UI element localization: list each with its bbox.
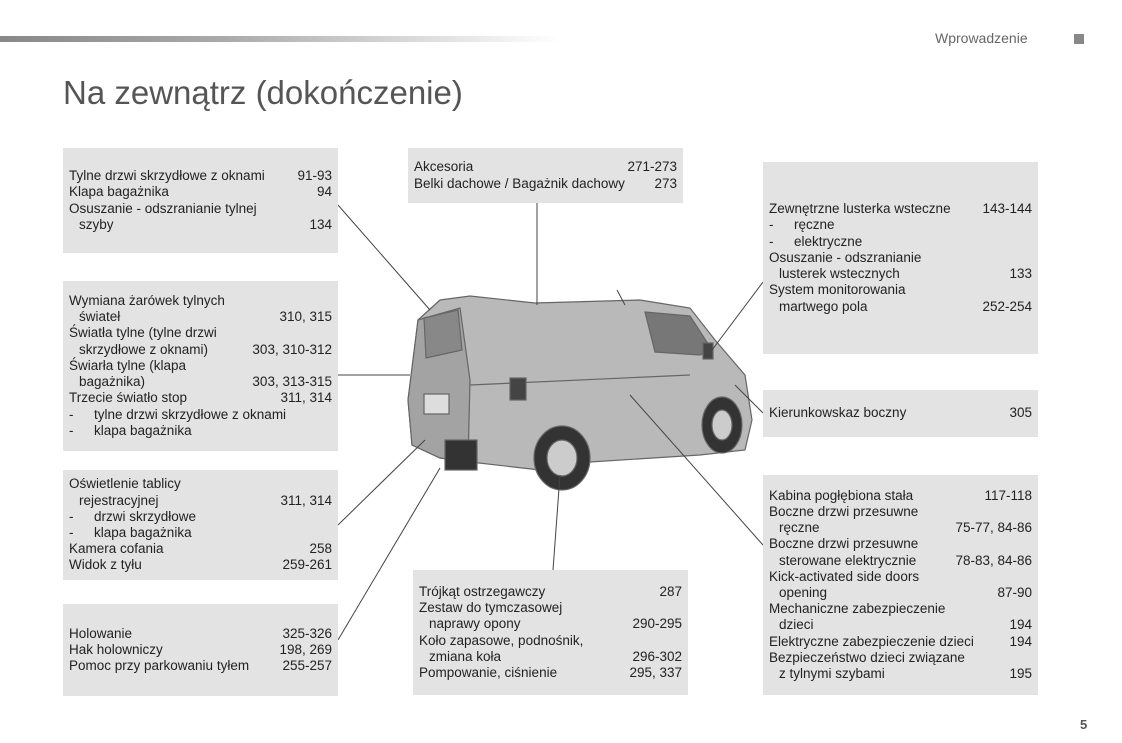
entry-page: 194 <box>1009 617 1032 633</box>
index-entry <box>769 201 1032 217</box>
index-entry <box>69 476 332 492</box>
entry-page: 325-326 <box>282 625 332 641</box>
entry-text: martwego pola <box>779 298 868 314</box>
entry-text: Widok z tyłu <box>69 557 142 573</box>
entry-text: rejestracyjnej <box>79 492 159 508</box>
entry-page: 87-90 <box>997 585 1032 600</box>
index-entry <box>419 665 682 681</box>
entry-page: 296-302 <box>632 648 682 664</box>
bullet-dash: - <box>69 508 74 524</box>
entry-page: 311, 314 <box>280 390 332 406</box>
entry-text: Kabina pogłębiona stała <box>769 487 914 503</box>
entry-text: Boczne drzwi przesuwne <box>769 536 919 552</box>
entry-label <box>69 476 181 492</box>
entry-page: 91-93 <box>297 168 332 184</box>
index-entry <box>69 342 332 358</box>
entry-page: 303, 310-312 <box>252 341 332 357</box>
entry-text: Trzecie światło stop <box>69 390 188 406</box>
index-entry <box>769 569 1032 585</box>
entry-label <box>69 407 286 423</box>
entry-page: 295, 337 <box>629 664 682 680</box>
entry-text: Kierunkowskaz boczny <box>769 405 907 421</box>
entry-label <box>769 634 974 650</box>
entry-label <box>69 217 114 233</box>
entry-text: Kamera cofania <box>69 541 164 557</box>
index-entry <box>769 634 1032 650</box>
index-entry <box>69 168 332 184</box>
index-entry <box>69 423 332 439</box>
entry-label <box>69 184 169 200</box>
index-entry <box>419 600 682 616</box>
entry-page: 258 <box>309 541 332 557</box>
index-entry <box>69 642 332 658</box>
entry-text: Wymiana żarówek tylnych <box>69 293 225 309</box>
entry-label <box>769 569 919 585</box>
entry-page: 194 <box>1009 633 1032 649</box>
entry-text: sterowane elektrycznie <box>779 552 917 568</box>
van <box>408 296 752 490</box>
entry-page: 310, 315 <box>279 309 332 325</box>
index-entry <box>69 658 332 674</box>
entry-text: Oświetlenie tablicy <box>69 476 181 492</box>
entry-text: lusterek wstecznych <box>779 266 900 282</box>
index-entry <box>419 633 682 649</box>
entry-text: Mechaniczne zabezpieczenie <box>769 601 946 617</box>
index-entry <box>769 666 1032 682</box>
entry-label <box>414 176 625 192</box>
entry-text: klapa bagażnika <box>94 422 192 438</box>
index-entry <box>69 390 332 406</box>
entry-label <box>69 493 159 509</box>
entry-label <box>419 633 583 649</box>
entry-page: 271-273 <box>627 159 677 175</box>
entry-page: 259-261 <box>282 557 332 573</box>
entry-text: Hak holowniczy <box>69 641 163 657</box>
index-entry <box>769 405 1032 421</box>
index-entry <box>69 626 332 642</box>
entry-label <box>769 601 945 617</box>
entry-label <box>419 584 545 600</box>
index-entry <box>69 325 332 341</box>
index-entry <box>414 176 677 192</box>
callout-accessories <box>408 148 683 203</box>
entry-label <box>69 626 132 642</box>
entry-text: zmiana koła <box>429 648 502 664</box>
entry-page: 198, 269 <box>279 641 332 657</box>
index-entry <box>769 601 1032 617</box>
bullet-dash: - <box>769 233 774 249</box>
entry-label <box>69 390 187 406</box>
entry-label <box>769 666 885 682</box>
index-entry <box>419 584 682 600</box>
entry-page: 273 <box>654 175 677 191</box>
index-entry <box>769 217 1032 233</box>
callout-indicator <box>763 390 1038 437</box>
entry-label <box>69 168 265 184</box>
entry-label <box>769 520 820 536</box>
entry-text: dzieci <box>779 617 814 633</box>
entry-page: 290-295 <box>632 616 682 632</box>
index-entry <box>769 536 1032 552</box>
index-entry <box>769 266 1032 282</box>
entry-label <box>769 405 906 421</box>
entry-label <box>769 250 921 266</box>
bullet-dash: - <box>769 217 774 233</box>
entry-text: ręczne <box>779 520 820 536</box>
callout-rear-lights <box>63 281 338 451</box>
callout-plate-light <box>63 470 338 580</box>
entry-text: naprawy opony <box>429 616 521 632</box>
entry-label <box>769 299 868 315</box>
entry-page: 303, 313-315 <box>252 374 332 390</box>
index-entry <box>69 509 332 525</box>
entry-page: 195 <box>1009 666 1032 682</box>
entry-page: 133 <box>1009 266 1032 282</box>
index-entry <box>769 250 1032 266</box>
entry-text: świateł <box>79 309 121 325</box>
index-entry <box>69 309 332 325</box>
entry-text: Zewnętrzne lusterka wsteczne <box>769 201 951 217</box>
entry-text: System monitorowania <box>769 282 906 298</box>
entry-label <box>769 282 906 298</box>
index-entry <box>69 374 332 390</box>
entry-label <box>69 557 142 573</box>
entry-page: 75-77, 84-86 <box>955 520 1032 536</box>
entry-text: Światła tylne (tylne drzwi <box>69 325 217 341</box>
section-name: Wprowadzenie <box>935 30 1028 46</box>
index-entry <box>69 541 332 557</box>
entry-page: 287 <box>659 583 682 599</box>
entry-label <box>69 658 249 674</box>
bullet-dash: - <box>69 525 74 540</box>
entry-label <box>769 617 814 633</box>
entry-text: Osuszanie - odszranianie <box>769 249 922 265</box>
entry-text: Bezpieczeństwo dzieci związane <box>769 649 965 665</box>
entry-label <box>769 217 835 233</box>
entry-page: 143-144 <box>982 201 1032 217</box>
entry-label <box>69 342 208 358</box>
entry-text: Holowanie <box>69 625 133 641</box>
entry-text: klapa bagażnika <box>94 525 192 540</box>
entry-label <box>69 374 145 390</box>
callout-mirrors <box>763 162 1038 354</box>
entry-text: Trójkąt ostrzegawczy <box>419 583 546 599</box>
entry-label <box>769 553 916 569</box>
entry-text: skrzydłowe z oknami) <box>79 341 209 357</box>
entry-text: tylne drzwi skrzydłowe z oknami <box>94 406 287 422</box>
entry-label <box>69 642 163 658</box>
entry-text: szyby <box>79 216 114 232</box>
entry-label <box>69 358 186 374</box>
entry-page: 134 <box>309 216 332 232</box>
index-entry <box>69 358 332 374</box>
bullet-dash: - <box>69 406 74 422</box>
entry-label <box>769 201 951 217</box>
entry-label <box>69 509 196 525</box>
entry-text: Koło zapasowe, podnośnik, <box>419 632 584 648</box>
entry-label <box>414 159 473 175</box>
entry-text: Osuszanie - odszranianie tylnej <box>69 200 257 216</box>
index-entry <box>69 201 332 217</box>
index-entry <box>769 650 1032 666</box>
entry-label <box>69 423 192 439</box>
entry-label <box>419 649 501 665</box>
entry-text: opening <box>779 585 828 600</box>
bullet-dash: - <box>69 422 74 438</box>
entry-text: ręczne <box>794 217 835 233</box>
index-entry <box>69 184 332 200</box>
page-title: Na zewnątrz (dokończenie) <box>63 74 463 111</box>
entry-page: 311, 314 <box>280 492 332 508</box>
entry-label <box>419 665 557 681</box>
entry-text: Belki dachowe / Bagażnik dachowy <box>414 175 625 191</box>
entry-text: Pompowanie, ciśnienie <box>419 664 558 680</box>
callout-tyres <box>413 570 688 695</box>
index-entry <box>69 217 332 233</box>
entry-text: Pomoc przy parkowaniu tyłem <box>69 658 250 674</box>
index-entry <box>769 553 1032 569</box>
entry-page: 255-257 <box>282 658 332 674</box>
entry-label <box>69 541 164 557</box>
callout-rear-doors <box>63 148 338 253</box>
page-number: 5 <box>1080 717 1088 732</box>
callout-towing <box>63 604 338 696</box>
index-entry <box>769 234 1032 250</box>
entry-text: Elektryczne zabezpieczenie dzieci <box>769 633 974 649</box>
index-entry <box>69 293 332 309</box>
entry-page: 94 <box>316 184 332 200</box>
entry-label <box>69 309 120 325</box>
entry-text: Akcesoria <box>414 159 474 175</box>
index-entry <box>69 407 332 423</box>
entry-label <box>769 536 918 552</box>
entry-text: drzwi skrzydłowe <box>94 508 197 524</box>
index-entry <box>769 617 1032 633</box>
index-entry <box>69 493 332 509</box>
entry-text: Kick-activated side doors <box>769 568 920 584</box>
entry-label <box>69 325 217 341</box>
index-entry <box>414 159 677 175</box>
entry-label <box>419 600 562 616</box>
entry-label <box>769 488 913 504</box>
index-entry <box>419 649 682 665</box>
entry-label <box>769 585 827 601</box>
entry-page: 117-118 <box>984 487 1032 503</box>
index-entry <box>769 520 1032 536</box>
entry-text: Świarła tylne (klapa <box>69 357 187 373</box>
callout-side-doors <box>763 475 1038 695</box>
entry-text: bagażnika) <box>79 374 146 390</box>
entry-text: Tylne drzwi skrzydłowe z oknami <box>69 168 265 184</box>
index-entry <box>769 585 1032 601</box>
entry-text: Boczne drzwi przesuwne <box>769 503 919 519</box>
entry-page: 78-83, 84-86 <box>955 552 1032 568</box>
index-entry <box>769 282 1032 298</box>
entry-label <box>769 504 918 520</box>
entry-label <box>769 266 900 282</box>
index-entry <box>769 504 1032 520</box>
index-entry <box>419 616 682 632</box>
index-entry <box>769 299 1032 315</box>
entry-label <box>69 201 257 217</box>
entry-text: Klapa bagażnika <box>69 184 169 200</box>
entry-text: z tylnymi szybami <box>779 666 885 682</box>
entry-label <box>419 616 521 632</box>
entry-label <box>69 525 192 541</box>
index-entry <box>69 557 332 573</box>
index-entry <box>769 488 1032 504</box>
entry-page: 252-254 <box>982 298 1032 314</box>
entry-label <box>69 293 225 309</box>
entry-text: Zestaw do tymczasowej <box>419 600 563 616</box>
entry-label <box>769 650 965 666</box>
entry-label <box>769 234 862 250</box>
entry-page: 305 <box>1009 405 1032 421</box>
entry-text: elektryczne <box>794 233 863 249</box>
index-entry <box>69 525 332 541</box>
